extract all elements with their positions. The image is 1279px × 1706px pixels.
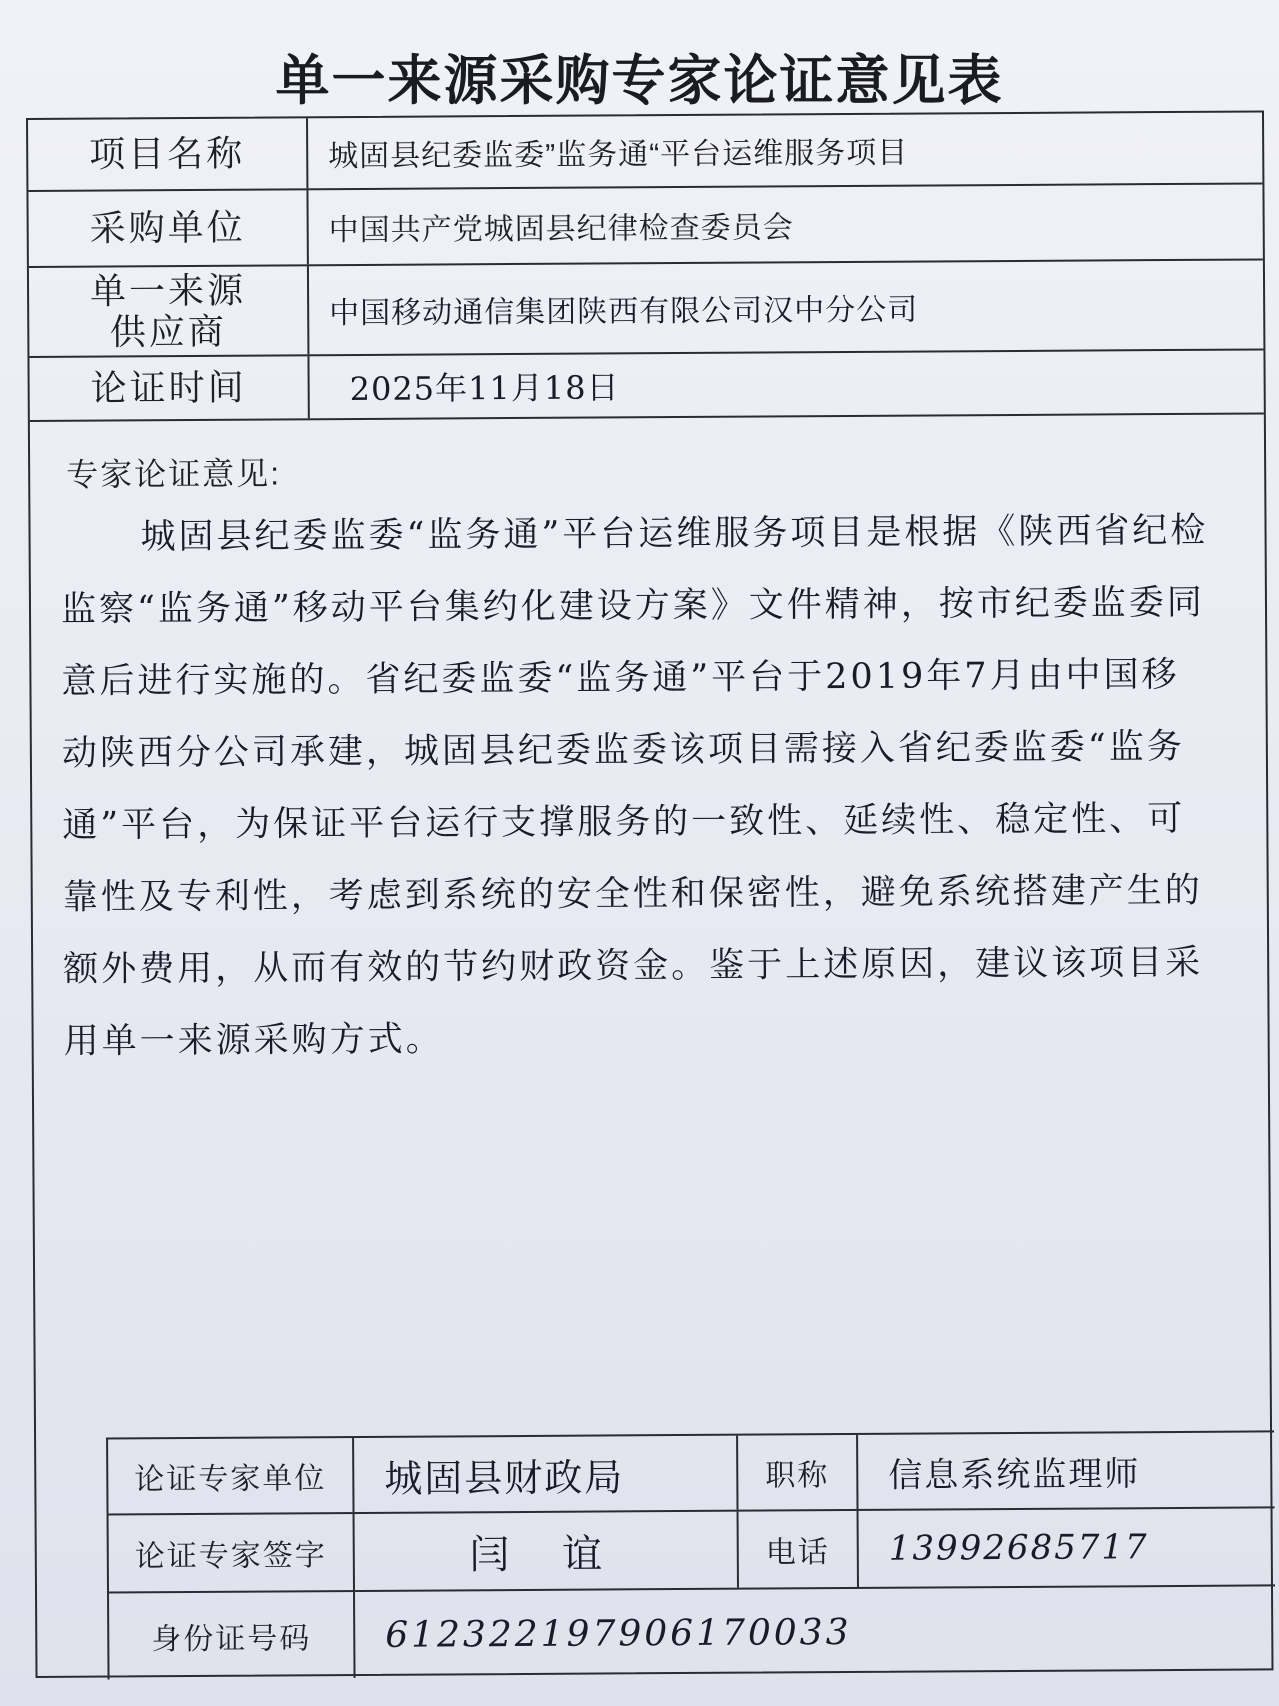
expert-info-table (106, 1430, 1275, 1679)
expert-sign-row (109, 1508, 1275, 1593)
expert-title-value: 信息系统监理师 (888, 1453, 1141, 1496)
opinion-section (30, 414, 1271, 1522)
opinion-text: 城固县纪委监委“监务通”平台运维服务项目是根据《陕西省纪检监察“监务通”移动平台集约化建设方案》文件精神，按市纪委监委同意后进行实施的。省纪委监委“监务通”平台于2019年7月由中国移动陕西分公司承建，城固县纪委监委该项目需接入省纪委监委“监务通”平台，为保证平台运行支撑服务的一致性、延续性、稳定性、可靠性及专利性，考虑到系统的安全性和保密性，避免系统搭建产生的额外费用，从而有效的节约财政资金。鉴于上述原因，建议该项目采用单一来源采购方式。 (60, 510, 1209, 1062)
expert-sign-label: 论证专家签字 (109, 1514, 355, 1592)
row-purchaser (28, 184, 1262, 268)
form-title: 单一来源采购专家论证意见表 (275, 51, 1004, 111)
project-name-value: 城固县纪委监委”监务通“平台运维服务项目 (328, 136, 909, 174)
row-project-name (28, 112, 1262, 192)
expert-unit-label: 论证专家单位 (108, 1438, 354, 1514)
date-value: 2025年11月18日 (349, 368, 620, 409)
expert-id-row (109, 1586, 1276, 1679)
row-supplier (29, 260, 1264, 358)
expert-unit-row (108, 1432, 1274, 1515)
supplier-label: 单一来源 供应商 (29, 266, 310, 356)
expert-id-label: 身份证号码 (109, 1592, 356, 1680)
expert-unit-value: 城固县财政局 (354, 1436, 738, 1512)
opinion-label: 专家论证意见: (66, 455, 282, 493)
purchaser-label: 采购单位 (28, 190, 308, 266)
row-date (29, 350, 1263, 422)
expert-title-label: 职称 (738, 1435, 858, 1510)
opinion-form (26, 110, 1274, 1678)
date-label: 论证时间 (29, 356, 309, 420)
expert-signature: 闫 谊 (355, 1512, 739, 1590)
expert-phone-label: 电话 (739, 1511, 859, 1588)
expert-id-value: 612322197906170033 (385, 1611, 852, 1656)
expert-phone-value: 13992685717 (888, 1527, 1149, 1569)
purchaser-value: 中国共产党城固县纪律检查委员会 (328, 211, 794, 248)
supplier-value: 中国移动通信集团陕西有限公司汉中分公司 (329, 292, 919, 332)
project-name-label: 项目名称 (28, 118, 308, 190)
